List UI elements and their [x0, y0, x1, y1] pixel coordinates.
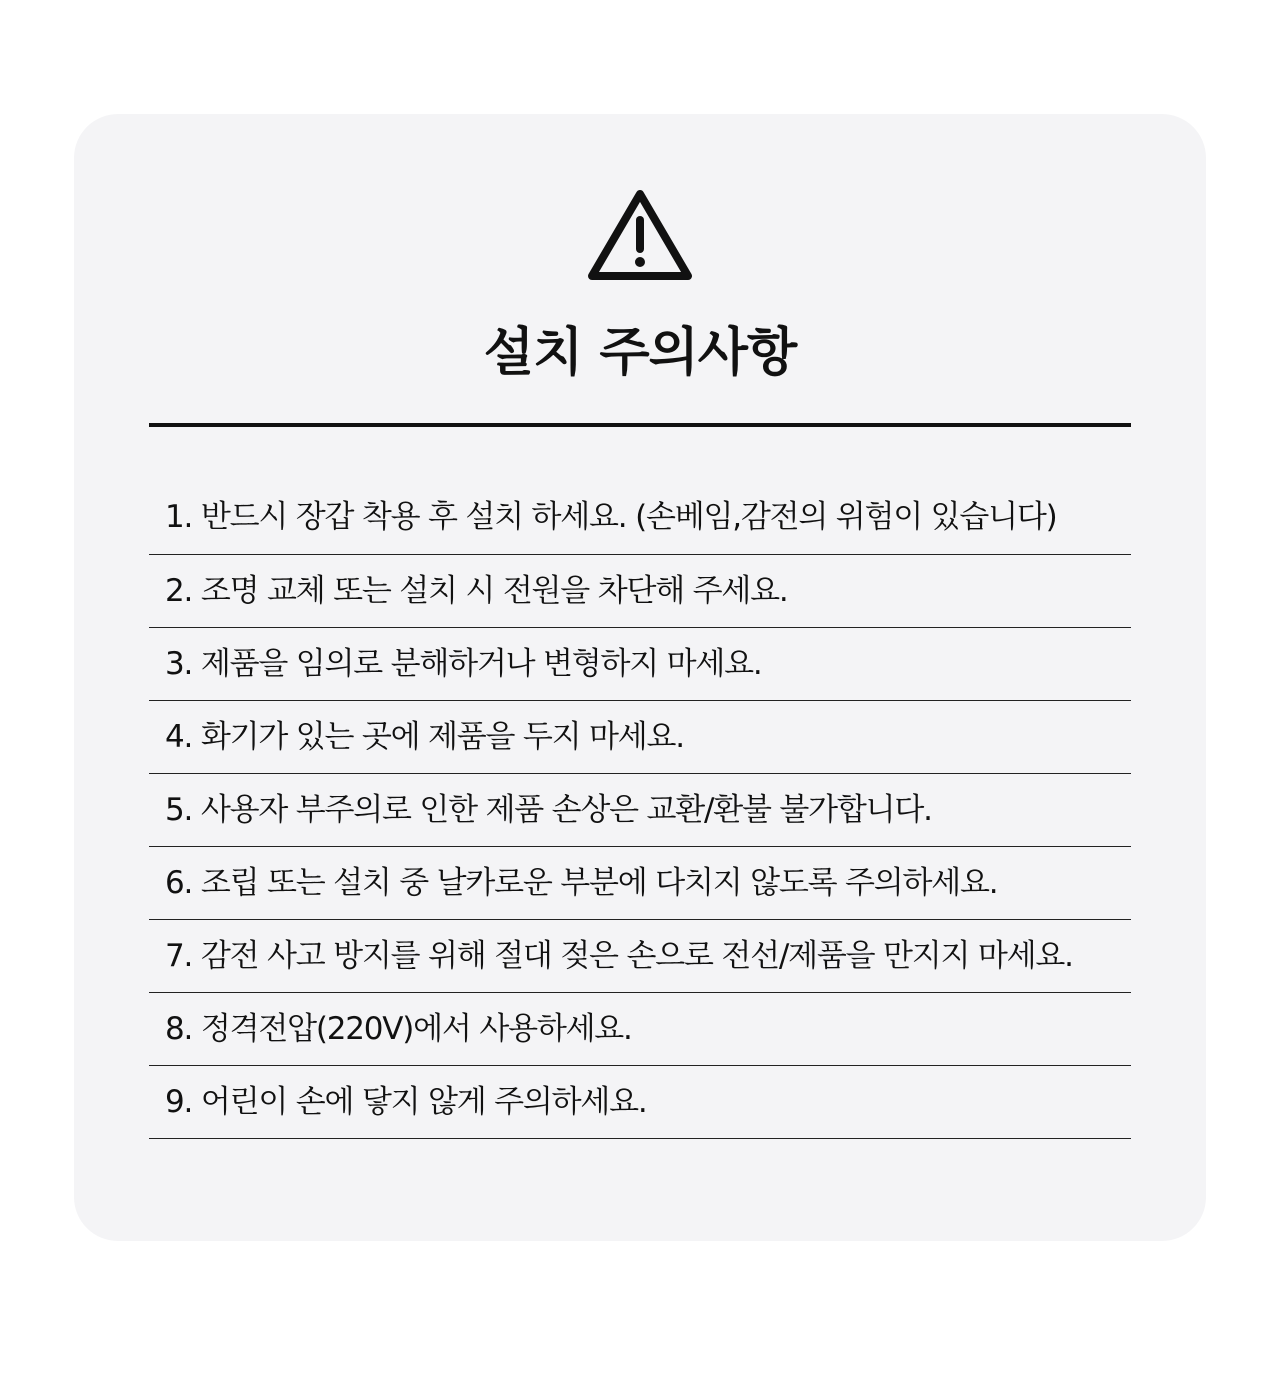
warning-triangle-icon	[586, 187, 694, 283]
notice-list	[149, 481, 1131, 1139]
page-title: 설치 주의사항	[483, 323, 797, 383]
list-item: 4. 화기가 있는 곳에 제품을 두지 마세요.	[149, 701, 1131, 774]
list-item: 8. 정격전압(220V)에서 사용하세요.	[149, 993, 1131, 1066]
list-item: 3. 제품을 임의로 분해하거나 변형하지 마세요.	[149, 628, 1131, 701]
list-item: 5. 사용자 부주의로 인한 제품 손상은 교환/환불 불가합니다.	[149, 774, 1131, 847]
list-item: 6. 조립 또는 설치 중 날카로운 부분에 다치지 않도록 주의하세요.	[149, 847, 1131, 920]
list-item: 1. 반드시 장갑 착용 후 설치 하세요. (손베임,감전의 위험이 있습니다)	[149, 481, 1131, 555]
title-divider	[149, 423, 1131, 427]
list-item: 7. 감전 사고 방지를 위해 절대 젖은 손으로 전선/제품을 만지지 마세요.	[149, 920, 1131, 993]
list-item: 9. 어린이 손에 닿지 않게 주의하세요.	[149, 1066, 1131, 1139]
list-item: 2. 조명 교체 또는 설치 시 전원을 차단해 주세요.	[149, 555, 1131, 628]
